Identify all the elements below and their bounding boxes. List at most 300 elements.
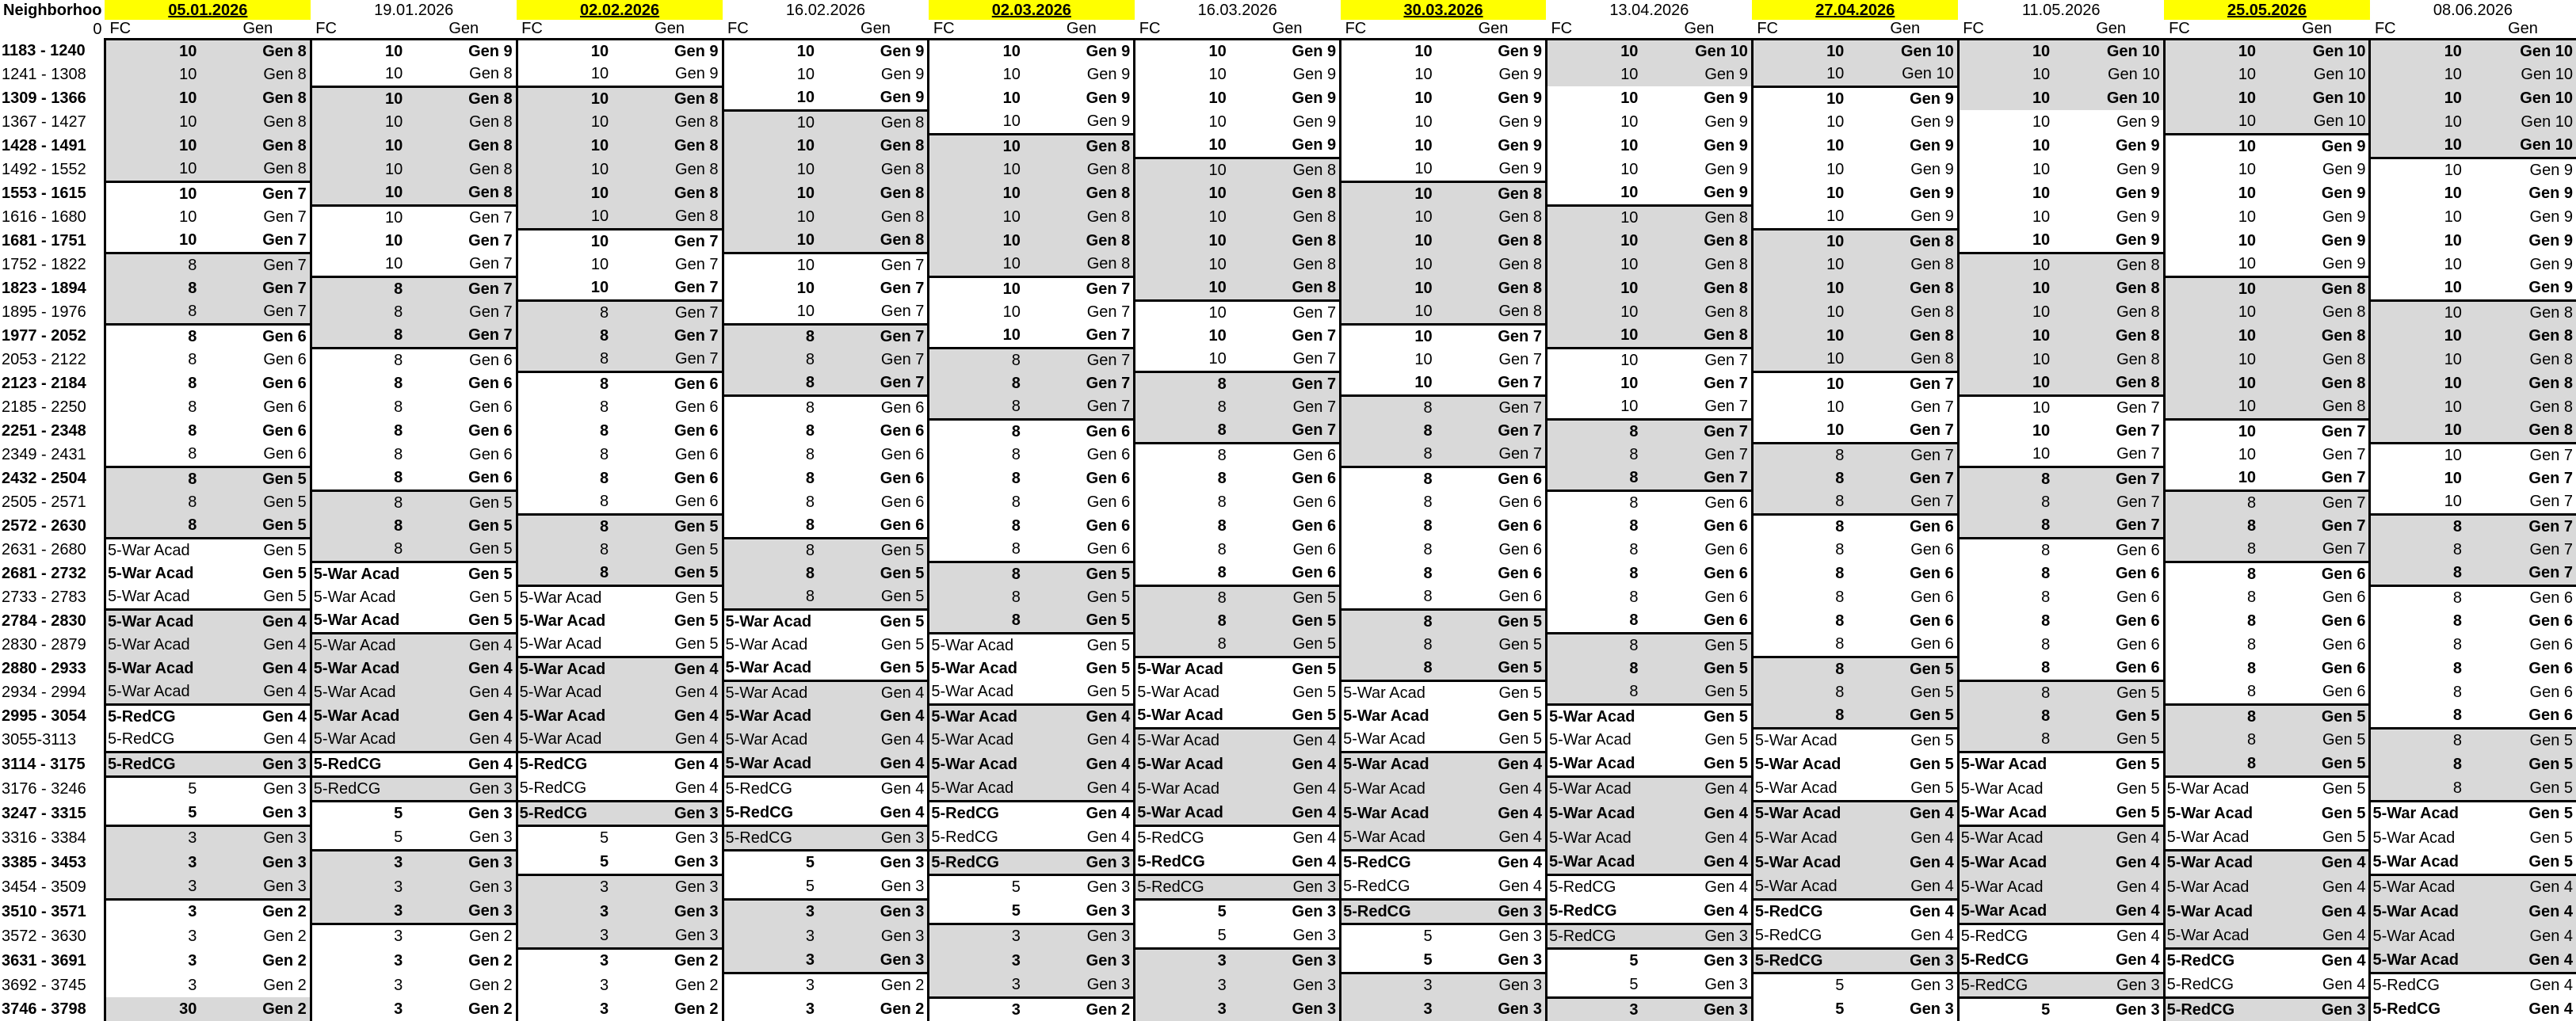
fc-cell[interactable]: 8 xyxy=(723,443,821,467)
fc-cell[interactable]: 8 xyxy=(2164,514,2262,538)
fc-cell[interactable]: 8 xyxy=(1341,490,1439,514)
fc-cell[interactable]: 8 xyxy=(1752,467,1850,490)
gen-cell[interactable]: Gen 6 xyxy=(1292,564,1337,582)
neighborhood-cell[interactable]: 1183 - 1240 xyxy=(2,42,86,59)
fc-cell[interactable]: 5-War Acad xyxy=(1752,825,1850,850)
gen-cell[interactable]: Gen 6 xyxy=(262,375,307,392)
gen-cell[interactable]: Gen 9 xyxy=(1704,113,1748,131)
gen-cell[interactable]: Gen 8 xyxy=(2468,419,2576,443)
fc-cell[interactable]: 8 xyxy=(2370,680,2468,704)
gen-cell[interactable]: Gen 7 xyxy=(2322,446,2366,463)
gen-cell[interactable]: Gen 3 xyxy=(409,899,517,924)
gen-cell[interactable]: Gen 9 xyxy=(2528,185,2573,202)
gen-cell[interactable]: Gen 5 xyxy=(1910,779,1954,797)
fc-cell[interactable]: 10 xyxy=(2164,229,2262,253)
fc-cell[interactable]: 5-War Acad xyxy=(1958,850,2056,874)
fc-cell[interactable]: 8 xyxy=(1752,443,1850,467)
gen-cell[interactable]: Gen 6 xyxy=(675,446,719,463)
neighborhood-cell[interactable]: 1616 - 1680 xyxy=(2,208,86,226)
fc-cell[interactable]: 10 xyxy=(723,63,821,86)
fc-cell[interactable]: 3 xyxy=(311,874,409,899)
gen-cell[interactable]: Gen 9 xyxy=(1498,160,1542,178)
fc-cell[interactable]: 5-RedCG xyxy=(517,776,615,801)
gen-cell[interactable]: Gen 4 xyxy=(409,657,517,680)
gen-cell[interactable]: Gen 6 xyxy=(469,446,513,463)
fc-cell[interactable]: 8 xyxy=(1135,585,1233,609)
gen-cell[interactable]: Gen 5 xyxy=(262,565,307,582)
gen-cell[interactable]: Gen 10 xyxy=(2056,39,2164,63)
fc-cell[interactable]: 5-RedCG xyxy=(1752,948,1850,973)
fc-cell[interactable]: 8 xyxy=(1752,633,1850,657)
fc-cell[interactable]: 10 xyxy=(517,39,615,63)
fc-cell[interactable]: 8 xyxy=(929,443,1027,467)
fc-cell[interactable]: 3 xyxy=(311,973,409,997)
gen-cell[interactable]: Gen 4 xyxy=(2528,1000,2573,1018)
fc-cell[interactable]: 8 xyxy=(723,467,821,490)
gen-cell[interactable]: Gen 5 xyxy=(1292,707,1337,725)
gen-cell[interactable]: Gen 4 xyxy=(1644,825,1752,850)
fc-cell[interactable]: 5 xyxy=(1546,973,1644,997)
gen-cell[interactable]: Gen 7 xyxy=(1910,398,1954,416)
fc-cell[interactable]: 5-War Acad xyxy=(1135,680,1233,704)
neighborhood-cell[interactable]: 3247 - 3315 xyxy=(2,804,86,822)
gen-cell[interactable]: Gen 4 xyxy=(2468,973,2576,997)
fc-cell[interactable]: 8 xyxy=(2164,633,2262,657)
gen-cell[interactable]: Gen 4 xyxy=(1644,801,1752,825)
gen-cell[interactable]: Gen 8 xyxy=(409,110,517,134)
gen-cell[interactable]: Gen 3 xyxy=(1233,874,1341,899)
gen-cell[interactable]: Gen 3 xyxy=(469,828,513,846)
gen-cell[interactable]: Gen 6 xyxy=(675,493,719,511)
fc-cell[interactable]: 8 xyxy=(105,371,203,395)
fc-cell[interactable]: 10 xyxy=(1341,371,1439,395)
fc-cell[interactable]: 8 xyxy=(723,395,821,419)
gen-cell[interactable]: Gen 4 xyxy=(1439,850,1547,874)
gen-cell[interactable]: Gen 3 xyxy=(821,850,929,874)
gen-cell[interactable]: Gen 6 xyxy=(2321,660,2366,677)
gen-cell[interactable]: Gen 5 xyxy=(409,490,517,514)
gen-cell[interactable]: Gen 6 xyxy=(1910,565,1954,582)
gen-cell[interactable]: Gen 5 xyxy=(1850,728,1958,752)
gen-cell[interactable]: Gen 8 xyxy=(615,158,723,181)
fc-cell[interactable]: 8 xyxy=(1341,657,1439,680)
fc-cell[interactable]: 8 xyxy=(929,538,1027,562)
gen-cell[interactable]: Gen 7 xyxy=(1086,326,1131,345)
fc-cell[interactable]: 8 xyxy=(517,562,615,585)
neighborhood-cell[interactable]: 1977 - 2052 xyxy=(2,327,86,345)
fc-cell[interactable]: 5-RedCG xyxy=(1752,899,1850,924)
fc-cell[interactable]: 5-RedCG xyxy=(1135,850,1233,874)
gen-cell[interactable]: Gen 4 xyxy=(1086,828,1131,846)
fc-cell[interactable]: 8 xyxy=(1341,419,1439,443)
fc-cell[interactable]: 5 xyxy=(929,874,1027,899)
fc-cell[interactable]: 8 xyxy=(517,467,615,490)
neighborhood-cell[interactable]: 2784 - 2830 xyxy=(2,612,86,630)
fc-cell[interactable]: 8 xyxy=(723,324,821,348)
fc-cell[interactable]: 10 xyxy=(723,229,821,253)
gen-cell[interactable]: Gen 4 xyxy=(409,633,517,657)
gen-cell[interactable]: Gen 4 xyxy=(2468,899,2576,924)
gen-cell[interactable]: Gen 6 xyxy=(1498,541,1542,558)
fc-cell[interactable]: 8 xyxy=(517,324,615,348)
fc-cell[interactable]: 8 xyxy=(311,443,409,467)
fc-cell[interactable]: 8 xyxy=(1546,562,1644,585)
fc-cell[interactable]: 10 xyxy=(2370,134,2468,158)
gen-cell[interactable]: Gen 7 xyxy=(2116,445,2160,463)
neighborhood-cell[interactable]: 1823 - 1894 xyxy=(2,280,86,297)
gen-cell[interactable]: Gen 3 xyxy=(1027,973,1135,997)
fc-cell[interactable]: 10 xyxy=(1135,181,1233,205)
fc-cell[interactable]: 8 xyxy=(1341,633,1439,657)
fc-cell[interactable]: 3 xyxy=(723,948,821,973)
gen-cell[interactable]: Gen 10 xyxy=(2262,110,2370,134)
fc-cell[interactable]: 10 xyxy=(1135,86,1233,110)
gen-cell[interactable]: Gen 5 xyxy=(1027,562,1135,585)
fc-cell[interactable]: 8 xyxy=(517,395,615,419)
gen-cell[interactable]: Gen 4 xyxy=(1027,728,1135,752)
gen-cell[interactable]: Gen 4 xyxy=(409,728,517,752)
date-header[interactable]: 16.02.2026 xyxy=(785,1,865,19)
gen-cell[interactable]: Gen 7 xyxy=(1233,300,1341,324)
fc-cell[interactable]: 10 xyxy=(1752,395,1850,419)
gen-cell[interactable]: Gen 3 xyxy=(409,874,517,899)
gen-cell[interactable]: Gen 3 xyxy=(1439,899,1547,924)
fc-cell[interactable]: 8 xyxy=(517,538,615,562)
gen-cell[interactable]: Gen 6 xyxy=(1704,611,1748,630)
gen-cell[interactable]: Gen 7 xyxy=(1027,395,1135,419)
gen-cell[interactable]: Gen 5 xyxy=(1439,657,1547,680)
fc-cell[interactable]: 5-War Acad xyxy=(1546,801,1644,825)
fc-cell[interactable]: 8 xyxy=(1958,704,2056,728)
neighborhood-cell[interactable]: 1553 - 1615 xyxy=(2,185,86,202)
gen-cell[interactable]: Gen 4 xyxy=(1233,752,1341,776)
neighborhood-cell[interactable]: 2505 - 2571 xyxy=(2,493,86,511)
fc-cell[interactable]: 10 xyxy=(105,39,203,63)
fc-cell[interactable]: 8 xyxy=(2164,680,2262,704)
fc-cell[interactable]: 5-War Acad xyxy=(723,633,821,657)
gen-cell[interactable]: Gen 9 xyxy=(1233,39,1341,63)
fc-header[interactable]: FC xyxy=(1139,20,1161,38)
fc-cell[interactable]: 10 xyxy=(1958,276,2056,300)
gen-cell[interactable]: Gen 5 xyxy=(1233,633,1341,657)
gen-cell[interactable]: Gen 8 xyxy=(1850,253,1958,276)
fc-header[interactable]: FC xyxy=(2374,20,2396,38)
fc-cell[interactable]: 5 xyxy=(1341,948,1439,973)
gen-cell[interactable]: Gen 5 xyxy=(2056,680,2164,704)
gen-cell[interactable]: Gen 7 xyxy=(1644,443,1752,467)
gen-cell[interactable]: Gen 7 xyxy=(880,303,925,321)
gen-cell[interactable]: Gen 6 xyxy=(615,371,723,395)
gen-cell[interactable]: Gen 4 xyxy=(2468,948,2576,973)
fc-cell[interactable]: 10 xyxy=(2164,419,2262,443)
gen-cell[interactable]: Gen 5 xyxy=(1644,633,1752,657)
gen-cell[interactable]: Gen 3 xyxy=(2262,997,2370,1021)
fc-cell[interactable]: 5-War Acad xyxy=(1958,776,2056,801)
fc-cell[interactable]: 5-War Acad xyxy=(1546,704,1644,728)
gen-cell[interactable]: Gen 9 xyxy=(2529,208,2573,226)
gen-cell[interactable]: Gen 5 xyxy=(1439,633,1547,657)
gen-cell[interactable]: Gen 3 xyxy=(1027,850,1135,874)
fc-cell[interactable]: 8 xyxy=(929,585,1027,609)
fc-cell[interactable]: 8 xyxy=(1546,419,1644,443)
gen-cell[interactable]: Gen 5 xyxy=(821,538,929,562)
fc-cell[interactable]: 8 xyxy=(517,348,615,371)
fc-cell[interactable]: 10 xyxy=(1752,205,1850,229)
fc-cell[interactable]: 5-War Acad xyxy=(929,752,1027,776)
fc-cell[interactable]: 5-War Acad xyxy=(723,728,821,752)
fc-cell[interactable]: 3 xyxy=(1135,973,1233,997)
gen-cell[interactable]: Gen 4 xyxy=(675,779,719,797)
fc-cell[interactable]: 10 xyxy=(1546,181,1644,205)
fc-cell[interactable]: 10 xyxy=(2370,395,2468,419)
fc-cell[interactable]: 8 xyxy=(1341,395,1439,419)
date-header[interactable]: 25.05.2026 xyxy=(2164,0,2370,20)
fc-cell[interactable]: 8 xyxy=(2164,704,2262,728)
fc-cell[interactable]: 5-War Acad xyxy=(311,657,409,680)
fc-cell[interactable]: 10 xyxy=(1546,86,1644,110)
gen-cell[interactable]: Gen 9 xyxy=(2116,185,2160,202)
fc-cell[interactable]: 8 xyxy=(1341,585,1439,609)
gen-cell[interactable]: Gen 2 xyxy=(203,899,311,924)
fc-cell[interactable]: 8 xyxy=(1958,538,2056,562)
gen-cell[interactable]: Gen 5 xyxy=(203,514,311,538)
fc-cell[interactable]: 8 xyxy=(311,467,409,490)
gen-cell[interactable]: Gen 3 xyxy=(1439,997,1547,1021)
fc-cell[interactable]: 5 xyxy=(105,776,203,801)
fc-cell[interactable]: 8 xyxy=(723,562,821,585)
gen-cell[interactable]: Gen 5 xyxy=(469,589,513,606)
fc-cell[interactable]: 10 xyxy=(517,110,615,134)
gen-cell[interactable]: Gen 6 xyxy=(1027,419,1135,443)
gen-cell[interactable]: Gen 3 xyxy=(1086,901,1131,920)
gen-cell[interactable]: Gen 2 xyxy=(263,976,307,994)
fc-cell[interactable]: 10 xyxy=(2370,229,2468,253)
gen-cell[interactable]: Gen 4 xyxy=(1027,801,1135,825)
gen-cell[interactable]: Gen 4 xyxy=(1027,776,1135,801)
fc-cell[interactable]: 5-War Acad xyxy=(1341,825,1439,850)
fc-cell[interactable]: 10 xyxy=(1958,205,2056,229)
gen-cell[interactable]: Gen 7 xyxy=(821,324,929,348)
fc-cell[interactable]: 8 xyxy=(2164,538,2262,562)
fc-cell[interactable]: 10 xyxy=(723,205,821,229)
gen-cell[interactable]: Gen 6 xyxy=(1704,589,1748,606)
gen-cell[interactable]: Gen 6 xyxy=(1086,517,1131,535)
gen-cell[interactable]: Gen 7 xyxy=(1498,351,1542,368)
gen-cell[interactable]: Gen 4 xyxy=(1850,899,1958,924)
neighborhood-cell[interactable]: 2185 - 2250 xyxy=(2,398,86,416)
fc-cell[interactable]: 8 xyxy=(1135,562,1233,585)
gen-cell[interactable]: Gen 7 xyxy=(2262,514,2370,538)
fc-cell[interactable]: 5 xyxy=(1546,948,1644,973)
gen-cell[interactable]: Gen 6 xyxy=(1910,589,1954,606)
fc-cell[interactable]: 5 xyxy=(517,850,615,874)
fc-cell[interactable]: 10 xyxy=(1546,395,1644,419)
gen-cell[interactable]: Gen 6 xyxy=(821,395,929,419)
fc-cell[interactable]: 5 xyxy=(1958,997,2056,1021)
gen-cell[interactable]: Gen 5 xyxy=(2529,829,2573,847)
fc-cell[interactable]: 5-War Acad xyxy=(1546,850,1644,874)
gen-cell[interactable]: Gen 5 xyxy=(821,562,929,585)
gen-cell[interactable]: Gen 6 xyxy=(2262,562,2370,585)
fc-cell[interactable]: 8 xyxy=(1546,609,1644,633)
gen-cell[interactable]: Gen 9 xyxy=(1292,113,1337,131)
fc-cell[interactable]: 10 xyxy=(1546,205,1644,229)
fc-cell[interactable]: 10 xyxy=(1958,181,2056,205)
gen-cell[interactable]: Gen 10 xyxy=(2262,39,2370,63)
fc-cell[interactable]: 10 xyxy=(517,86,615,110)
neighborhood-cell[interactable]: 2432 - 2504 xyxy=(2,470,86,487)
gen-cell[interactable]: Gen 3 xyxy=(1704,975,1748,993)
fc-cell[interactable]: 10 xyxy=(1752,300,1850,324)
neighborhood-cell[interactable]: 2349 - 2431 xyxy=(2,446,86,463)
gen-cell[interactable]: Gen 8 xyxy=(2056,348,2164,371)
gen-cell[interactable]: Gen 8 xyxy=(1233,229,1341,253)
fc-cell[interactable]: 8 xyxy=(929,562,1027,585)
gen-cell[interactable]: Gen 6 xyxy=(203,324,311,348)
fc-cell[interactable]: 3 xyxy=(517,874,615,899)
fc-cell[interactable]: 3 xyxy=(311,948,409,973)
neighborhood-cell[interactable]: 2733 - 2783 xyxy=(2,589,86,606)
gen-cell[interactable]: Gen 3 xyxy=(1644,997,1752,1021)
gen-cell[interactable]: Gen 5 xyxy=(2262,704,2370,728)
gen-cell[interactable]: Gen 8 xyxy=(2262,300,2370,324)
gen-cell[interactable]: Gen 9 xyxy=(880,89,925,107)
gen-cell[interactable]: Gen 5 xyxy=(1850,704,1958,728)
fc-cell[interactable]: 5-RedCG xyxy=(517,801,615,825)
fc-cell[interactable]: 10 xyxy=(1341,300,1439,324)
fc-cell[interactable]: 10 xyxy=(2370,371,2468,395)
fc-cell[interactable]: 5-RedCG xyxy=(105,752,203,776)
gen-cell[interactable]: Gen 5 xyxy=(1027,609,1135,633)
gen-cell[interactable]: Gen 7 xyxy=(262,231,307,250)
gen-cell[interactable]: Gen 4 xyxy=(1439,752,1547,776)
fc-cell[interactable]: 10 xyxy=(1958,86,2056,110)
gen-cell[interactable]: Gen 5 xyxy=(1850,657,1958,680)
date-header[interactable]: 05.01.2026 xyxy=(105,0,311,20)
fc-cell[interactable]: 8 xyxy=(1135,395,1233,419)
fc-cell[interactable]: 8 xyxy=(311,276,409,300)
fc-cell[interactable]: 8 xyxy=(2370,704,2468,728)
fc-cell[interactable]: 8 xyxy=(1546,467,1644,490)
fc-cell[interactable]: 8 xyxy=(1752,538,1850,562)
fc-cell[interactable]: 8 xyxy=(517,419,615,443)
gen-cell[interactable]: Gen 4 xyxy=(1233,825,1341,850)
fc-cell[interactable]: 10 xyxy=(105,181,203,205)
fc-cell[interactable]: 8 xyxy=(1546,443,1644,467)
gen-cell[interactable]: Gen 4 xyxy=(2262,850,2370,874)
gen-cell[interactable]: Gen 8 xyxy=(203,110,311,134)
gen-cell[interactable]: Gen 3 xyxy=(821,924,929,948)
fc-cell[interactable]: 10 xyxy=(1752,229,1850,253)
neighborhood-cell[interactable]: 3385 - 3453 xyxy=(2,853,86,871)
gen-cell[interactable]: Gen 5 xyxy=(1439,609,1547,633)
fc-cell[interactable]: 5-War Acad xyxy=(1752,874,1850,899)
fc-cell[interactable]: 10 xyxy=(1546,348,1644,371)
gen-cell[interactable]: Gen 5 xyxy=(2322,828,2366,846)
fc-cell[interactable]: 5-War Acad xyxy=(311,728,409,752)
gen-cell[interactable]: Gen 5 xyxy=(1233,585,1341,609)
gen-cell[interactable]: Gen 6 xyxy=(674,422,719,440)
neighborhood-cell[interactable]: 3510 - 3571 xyxy=(2,902,86,920)
fc-cell[interactable]: 5-RedCG xyxy=(1341,874,1439,899)
gen-header[interactable]: Gen xyxy=(1478,20,1509,38)
gen-cell[interactable]: Gen 2 xyxy=(263,927,307,945)
fc-cell[interactable]: 5-War Acad xyxy=(929,657,1027,680)
fc-cell[interactable]: 5-War Acad xyxy=(929,728,1027,752)
gen-cell[interactable]: Gen 8 xyxy=(1644,276,1752,300)
gen-cell[interactable]: Gen 10 xyxy=(2468,63,2576,86)
gen-cell[interactable]: Gen 3 xyxy=(615,899,723,924)
fc-cell[interactable]: 10 xyxy=(723,181,821,205)
fc-cell[interactable]: 10 xyxy=(1958,419,2056,443)
fc-cell[interactable]: 8 xyxy=(517,371,615,395)
date-header[interactable]: 02.03.2026 xyxy=(929,0,1135,20)
fc-cell[interactable]: 3 xyxy=(105,874,203,899)
gen-cell[interactable]: Gen 5 xyxy=(1027,633,1135,657)
gen-cell[interactable]: Gen 6 xyxy=(1498,493,1542,511)
gen-cell[interactable]: Gen 4 xyxy=(1439,776,1547,801)
gen-cell[interactable]: Gen 9 xyxy=(1644,63,1752,86)
gen-cell[interactable]: Gen 2 xyxy=(880,1000,925,1018)
fc-cell[interactable]: 5-RedCG xyxy=(2164,997,2262,1021)
fc-cell[interactable]: 10 xyxy=(105,86,203,110)
gen-cell[interactable]: Gen 5 xyxy=(2468,752,2576,776)
fc-cell[interactable]: 5 xyxy=(1341,924,1439,948)
fc-cell[interactable]: 8 xyxy=(1752,514,1850,538)
neighborhood-cell[interactable]: 1895 - 1976 xyxy=(2,303,86,321)
fc-cell[interactable]: 8 xyxy=(929,371,1027,395)
fc-cell[interactable]: 10 xyxy=(2164,39,2262,63)
gen-cell[interactable]: Gen 6 xyxy=(2116,589,2160,606)
gen-cell[interactable]: Gen 9 xyxy=(2116,231,2160,250)
fc-header[interactable]: FC xyxy=(727,20,749,38)
fc-cell[interactable]: 5-War Acad xyxy=(1341,704,1439,728)
gen-cell[interactable]: Gen 3 xyxy=(262,803,307,821)
fc-cell[interactable]: 8 xyxy=(1958,490,2056,514)
fc-cell[interactable]: 8 xyxy=(1958,680,2056,704)
fc-cell[interactable]: 10 xyxy=(1546,158,1644,181)
gen-cell[interactable]: Gen 8 xyxy=(821,181,929,205)
gen-cell[interactable]: Gen 4 xyxy=(1644,874,1752,899)
gen-cell[interactable]: Gen 6 xyxy=(1086,493,1131,511)
fc-cell[interactable]: 5-War Acad xyxy=(1752,752,1850,776)
fc-cell[interactable]: 5-War Acad xyxy=(517,585,615,609)
fc-cell[interactable]: 3 xyxy=(105,850,203,874)
fc-cell[interactable]: 5-War Acad xyxy=(517,680,615,704)
fc-cell[interactable]: 8 xyxy=(2164,752,2262,776)
gen-cell[interactable]: Gen 8 xyxy=(821,134,929,158)
fc-cell[interactable]: 5-RedCG xyxy=(723,801,821,825)
gen-cell[interactable]: Gen 7 xyxy=(1644,348,1752,371)
gen-cell[interactable]: Gen 5 xyxy=(203,490,311,514)
fc-cell[interactable]: 8 xyxy=(311,538,409,562)
gen-cell[interactable]: Gen 4 xyxy=(1439,825,1547,850)
gen-cell[interactable]: Gen 3 xyxy=(1027,874,1135,899)
gen-cell[interactable]: Gen 9 xyxy=(1910,185,1954,202)
gen-cell[interactable]: Gen 6 xyxy=(880,446,925,463)
fc-cell[interactable]: 8 xyxy=(2370,562,2468,585)
fc-cell[interactable]: 8 xyxy=(1958,633,2056,657)
fc-cell[interactable]: 3 xyxy=(311,997,409,1021)
gen-cell[interactable]: Gen 7 xyxy=(1086,303,1131,321)
fc-cell[interactable]: 5-War Acad xyxy=(1135,776,1233,801)
gen-cell[interactable]: Gen 8 xyxy=(409,158,517,181)
fc-cell[interactable]: 8 xyxy=(1752,704,1850,728)
gen-cell[interactable]: Gen 8 xyxy=(1644,324,1752,348)
fc-cell[interactable]: 8 xyxy=(311,371,409,395)
gen-cell[interactable]: Gen 8 xyxy=(1644,253,1752,276)
fc-cell[interactable]: 8 xyxy=(1341,609,1439,633)
